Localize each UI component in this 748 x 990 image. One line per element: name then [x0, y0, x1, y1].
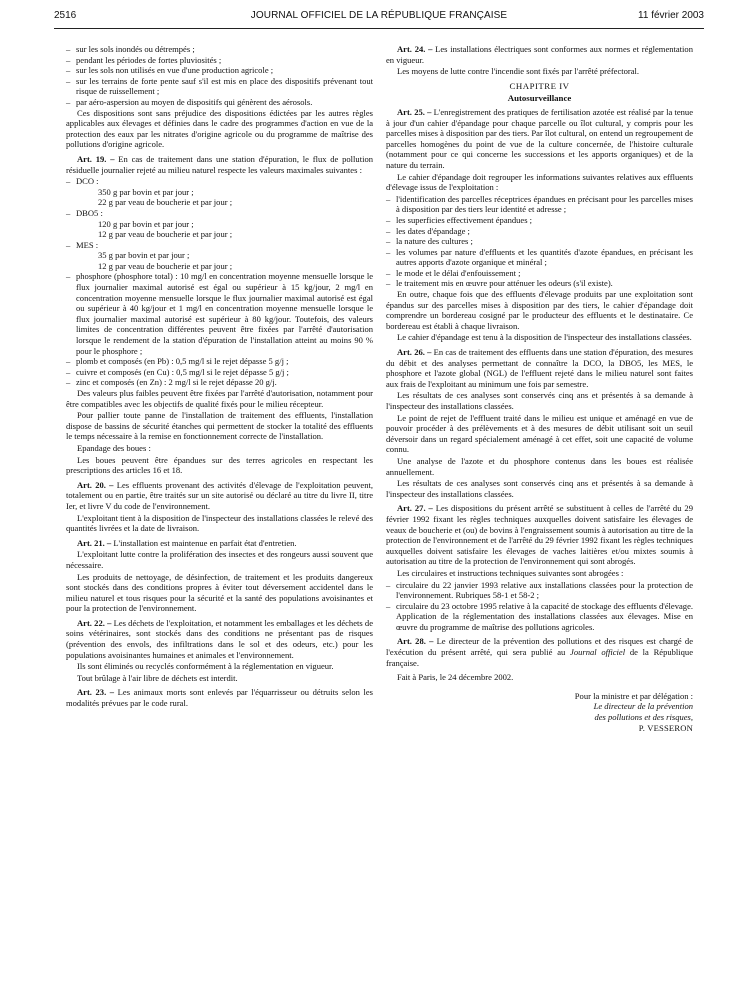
- list-item: – l'identification des parcelles réceptrices épandues en précisant pour les parcelles mises à disposition par des tiers leur identité et adresse ;: [386, 194, 693, 215]
- signature-role-cont: des pollutions et des risques,: [594, 712, 693, 723]
- article-label: Art. 19. –: [77, 153, 115, 164]
- sub-item: 120 g par bovin et par jour ;: [98, 218, 194, 229]
- article-label: Art. 24. –: [397, 44, 433, 54]
- paragraph: Le cahier d'épandage est tenu à la disposition de l'inspecteur des installations classées.: [397, 332, 692, 343]
- list-item: – sur les terrains de forte pente sauf s'il est mis en place des dispositifs prévenant tout risque de ruissellement ;: [66, 76, 373, 97]
- signing-place-date: Fait à Paris, le 24 décembre 2002.: [397, 672, 514, 683]
- page-header: [54, 10, 704, 26]
- article-label: Art. 22. –: [77, 617, 112, 628]
- list-item: – plomb et composés (en Pb) : 0,5 mg/l si le rejet dépasse 5 g/j ;: [66, 356, 373, 367]
- sub-item: 12 g par veau de boucherie et par jour ;: [98, 260, 233, 271]
- issue-date: 11 février 2003: [638, 10, 704, 21]
- article-label: Art. 21. –: [77, 537, 112, 548]
- list-item: – pendant les périodes de fortes pluviosités ;: [66, 55, 373, 66]
- left-column: [66, 44, 373, 710]
- article-24: [386, 44, 693, 65]
- paragraph: Ces dispositions sont sans préjudice des dispositions édictées par les autres règles applicables aux élevages et définies dans le cadre des programmes d'action en vue de la protection des eaux par les nitrates d'origine agricole ou du programme de maîtrise des pollutions d'origine agricole.: [66, 107, 373, 150]
- limit-values-list: [66, 176, 373, 388]
- paragraph: L'exploitant lutte contre la prolifération des insectes et des rongeurs aussi souvent que nécessaire.: [66, 549, 373, 570]
- paragraph: Tout brûlage à l'air libre de déchets est interdit.: [77, 672, 238, 683]
- paragraph: Le point de rejet de l'effluent traité dans le milieu est unique et aménagé en vue de pouvoir procéder à des prélèvements et à des mesures de débit utilisant soit un seuil déversoir dans un regard spécialement aménagé à cet effet, soit une capacité de volume connu.: [386, 412, 693, 455]
- signatory-name: P. VESSERON: [638, 722, 693, 733]
- journal-officiel-ref: Journal officiel: [570, 647, 626, 658]
- list-item: – zinc et composés (en Zn) : 2 mg/l si le rejet dépasse 20 g/j.: [66, 377, 373, 388]
- signature-block: [386, 691, 693, 733]
- article-28: [386, 636, 693, 668]
- chapter-heading: CHAPITRE IV: [509, 80, 570, 91]
- list-item: – phosphore (phosphore total) : 10 mg/l en concentration moyenne mensuelle lorsque le flux journalier maximal autorisé est égal ou supérieur à 15 kg/jour, 2 mg/l en concentration moyenne mensuelle lorsque le flux journalier maximal autorisé est égal ou supérieur à 40 kg/jour et 1 mg/l en concentration moyenne mensuelle lorsque le flux journalier maximal autorisé est supérieur à 80 kg/jour. Toutefois, des valeurs limites de concentration différentes peuvent être fixées par l'arrêté d'autorisation lorsque le rendement de la station d'épuration de l'installation atteint au moins 90 % pour le phosphore ;: [66, 271, 373, 356]
- article-label: Art. 27. –: [397, 503, 433, 514]
- paragraph: Les boues peuvent être épandues sur des terres agricoles en respectant les prescriptions des articles 16 et 18.: [66, 454, 373, 476]
- list-item: – le traitement mis en œuvre pour atténuer les odeurs (s'il existe).: [386, 278, 693, 289]
- list-item: – les superficies effectivement épandues ;: [386, 215, 693, 226]
- paragraph: Les résultats de ces analyses sont conservés cinq ans et présentés à sa demande à l'inspecteur des installations classées.: [386, 478, 693, 499]
- paragraph: Ils sont éliminés ou recyclés conformément à la réglementation en vigueur.: [77, 661, 334, 672]
- article-text: Les déchets de l'exploitation, et notamment les emballages et les déchets de soins vétérinaires, sont stockés dans des conditions ne présentant pas de risques (prévention des envols, des infiltrations dans le sol et des odeurs, etc.) pour les populations avoisinantes humaines et animales et l'environnement.: [66, 617, 373, 660]
- list-item: – le mode et le délai d'enfouissement ;: [386, 268, 693, 279]
- sub-item: 12 g par veau de boucherie et par jour ;: [98, 229, 233, 240]
- article-21: [66, 538, 373, 549]
- paragraph: Le cahier d'épandage doit regrouper les informations suivantes relatives aux effluents d'élevage issus de l'exploitation :: [386, 171, 693, 193]
- list-item: – cuivre et composés (en Cu) : 0,5 mg/l si le rejet dépasse 5 g/j ;: [66, 367, 373, 378]
- article-text: Les installations électriques sont conformes aux normes et réglementation en vigueur.: [386, 44, 693, 65]
- list-item: – DBO5 : 120 g par bovin et par jour ; 12 g par veau de boucherie et par jour ;: [66, 208, 373, 240]
- list-item: – la nature des cultures ;: [386, 236, 693, 247]
- sub-item: 350 g par bovin et par jour ;: [98, 186, 194, 197]
- journal-title: JOURNAL OFFICIEL DE LA RÉPUBLIQUE FRANÇAISE: [250, 10, 508, 21]
- logbook-contents-list: [386, 194, 693, 289]
- paragraph: Epandage des boues :: [77, 442, 151, 453]
- list-item: – circulaire du 22 janvier 1993 relative aux installations classées pour la protection de l'environnement. Rubriques 58-1 et 58-2 ;: [386, 580, 693, 601]
- paragraph: Pour pallier toute panne de l'installation de traitement des effluents, l'installation dispose de bassins de sécurité étanches qui permettent de stocker la totalité des effluents le temps nécessaire à la remise en fonctionnement correcte de l'installation.: [66, 410, 373, 442]
- header-rule: [54, 28, 704, 29]
- paragraph: Les moyens de lutte contre l'incendie sont fixés par l'arrêté préfectoral.: [397, 66, 640, 77]
- sub-item: 22 g par veau de boucherie et par jour ;: [98, 197, 233, 208]
- article-25: [386, 107, 693, 171]
- article-text: de la République française.: [386, 647, 693, 668]
- article-text: L'enregistrement des pratiques de fertilisation azotée est réalisé par la tenue à jour d'un cahier d'épandage pour chaque parcelle ou îlot cultural, y compris pour les parcelles mises à disposition par des tiers. Par îlot cultural, on entend un regroupement de parcelles homogènes du point de vue de la culture concernée, de l'histoire culturale (notamment pour ce qui concerne les successions et les apports organiques) et de la nature du terrain.: [386, 106, 693, 170]
- article-label: Art. 28. –: [397, 636, 434, 647]
- sub-item: 35 g par bovin et par jour ;: [98, 250, 190, 261]
- page-number: 2516: [54, 10, 77, 21]
- article-label: Art. 26. –: [397, 347, 432, 358]
- article-26: [386, 347, 693, 389]
- article-text: En cas de traitement des effluents dans une station d'épuration, des mesures du débit et des analyses permettant de connaître la DCO, la DBO5, les MES, le phosphore et l'azote global (NGL) de l'effluent rejeté dans le milieu naturel sont faites aux frais de l'exploitant au minimum une fois par semestre.: [386, 347, 694, 389]
- list-item: – les volumes par nature d'effluents et les quantités d'azote épandues, en précisant les autres apports d'azote organique et minéral ;: [386, 247, 693, 268]
- article-19: [66, 154, 373, 175]
- list-item: – les dates d'épandage ;: [386, 226, 693, 237]
- paragraph: Des valeurs plus faibles peuvent être fixées par l'arrêté d'autorisation, notamment pour être compatibles avec les objectifs de qualité fixés pour le milieu récepteur.: [66, 388, 373, 409]
- paragraph: Les produits de nettoyage, de désinfection, de traitement et les produits dangereux sont stockés dans des conditions propres à éviter tout déversement accidentel dans le milieu naturel et tous risques pour la sécurité et la santé des populations avoisinantes et pour la protection de l'environnement.: [66, 571, 373, 614]
- article-text: En cas de traitement dans une station d'épuration, le flux de pollution résiduelle journalier rejeté au milieu naturel respecte les valeurs maximales suivantes :: [66, 153, 374, 175]
- repealed-circulars-list: [386, 580, 693, 633]
- paragraph: L'exploitant tient à la disposition de l'inspecteur des installations classées le relevé des quantités livrées et la date de livraison.: [66, 512, 373, 534]
- list-item: – circulaire du 23 octobre 1995 relative à la capacité de stockage des effluents d'élevage. Application de la réglementation des installations classées aux élevages. Mise en œuvre du programme de maîtrise des pollutions agricoles.: [386, 601, 693, 633]
- paragraph: Les circulaires et instructions techniques suivantes sont abrogées :: [397, 567, 624, 578]
- article-text: Les animaux morts sont enlevés par l'équarrisseur ou détruits selon les modalités prévues par le code rural.: [66, 687, 373, 709]
- article-text: Les effluents provenant des activités d'élevage de l'exploitation peuvent, totalement ou en partie, être traités sur un site autorisé ou déclaré au titre du livre II, titre Ier, et livre V du code de l'environnement.: [66, 479, 373, 511]
- article-22: [66, 618, 373, 660]
- paragraph: Une analyse de l'azote et du phosphore contenus dans les boues est réalisée annuellement.: [386, 455, 693, 477]
- list-item: – DCO : 350 g par bovin et par jour ; 22 g par veau de boucherie et par jour ;: [66, 176, 373, 208]
- article-text: Le directeur de la prévention des pollutions et des risques est chargé de l'exécution du présent arrêté, qui sera publié au: [386, 636, 693, 658]
- article-20: [66, 480, 373, 512]
- chapter-title: Autosurveillance: [507, 93, 572, 104]
- list-item: – MES : 35 g par bovin et par jour ; 12 g par veau de boucherie et par jour ;: [66, 240, 373, 272]
- right-column: [386, 44, 693, 733]
- paragraph: Les résultats de ces analyses sont conservés cinq ans et présentés à sa demande à l'inspecteur des installations classées.: [386, 390, 693, 411]
- article-label: Art. 23. –: [77, 687, 115, 698]
- signature-role: Le directeur de la prévention: [593, 701, 693, 712]
- article-text: L'installation est maintenue en parfait état d'entretien.: [111, 537, 297, 548]
- article-27: [386, 503, 693, 567]
- spreading-restrictions-list: [66, 44, 373, 108]
- paragraph: En outre, chaque fois que des effluents d'élevage produits par une exploitation sont épandus sur des parcelles mises à disposition par des tiers, le cahier d'épandage doit comprendre un bordereau cosigné par le producteur des effluents et le destinataire. Ce bordereau est établi à chaque livraison.: [386, 289, 693, 331]
- list-item: – par aéro-aspersion au moyen de dispositifs qui génèrent des aérosols.: [66, 97, 373, 108]
- article-23: [66, 687, 373, 708]
- article-label: Art. 20. –: [77, 479, 114, 490]
- signature-delegation: Pour la ministre et par délégation :: [574, 690, 693, 701]
- article-text: Les dispositions du présent arrêté se substituent à celles de l'arrêté du 29 février 1992 fixant les règles techniques auxquelles doivent satisfaire les élevages de veaux de boucherie et (ou) de bovins à l'engraissement soumis à autorisation au titre de la protection de l'environnement et de l'arrêté du 29 février 1992 fixant les règles techniques auxquelles doivent satisfaire les élevages de vaches laitières et/ou mixtes soumis à autorisation au titre de la protection de l'environnement qui sont abrogés.: [386, 503, 693, 567]
- article-label: Art. 25. –: [397, 106, 432, 117]
- list-item: – sur les sols non utilisés en vue d'une production agricole ;: [66, 65, 373, 76]
- list-item: – sur les sols inondés ou détrempés ;: [66, 44, 373, 55]
